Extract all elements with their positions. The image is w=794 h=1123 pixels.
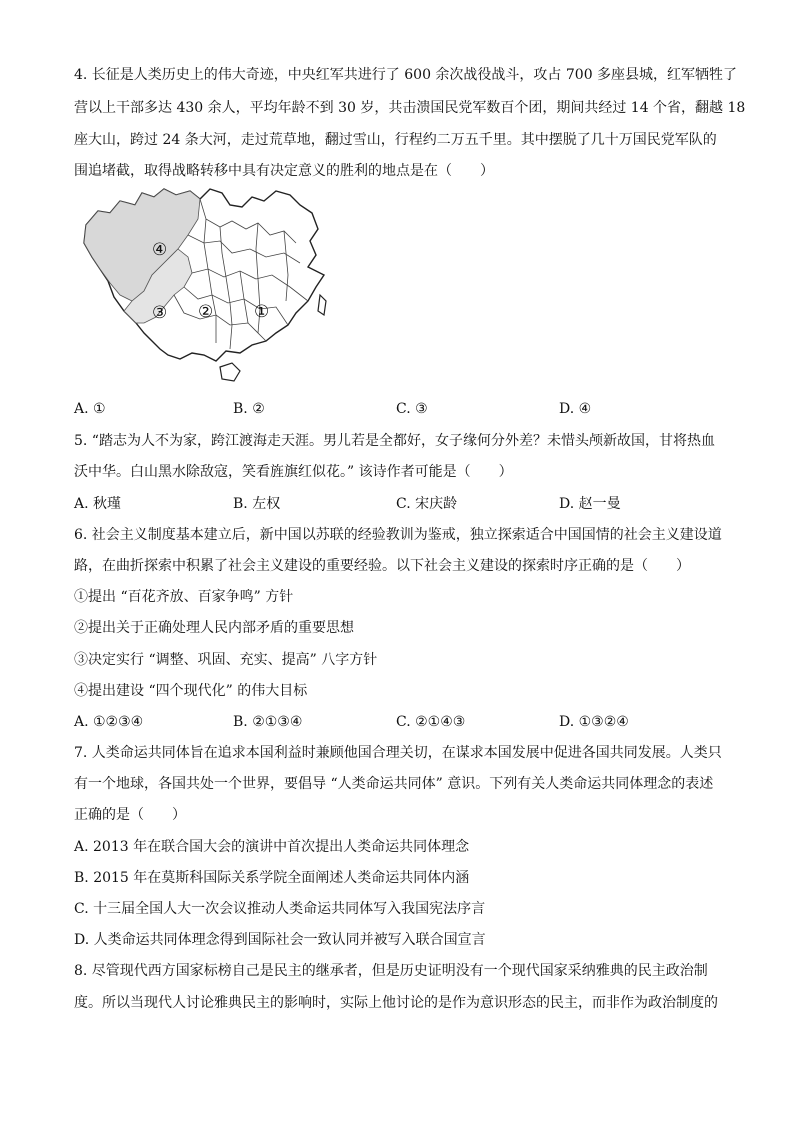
question-5-option-a[interactable]: A. 秋瑾 (74, 496, 122, 512)
question-7-option-c[interactable]: C. 十三届全国人大一次会议推动人类命运共同体写入我国宪法序言 (74, 901, 486, 917)
question-7-line-2: 有一个地球，各国共处一个世界，要倡导 “人类命运共同体” 意识。下列有关人类命运共同体理念的表述 (74, 776, 714, 792)
china-map-figure (80, 183, 330, 388)
map-label-1: ① (254, 302, 270, 322)
question-6-statement-2: ②提出关于正确处理人民内部矛盾的重要思想 (74, 620, 354, 636)
question-6-option-c[interactable]: C. ②①④③ (396, 714, 466, 730)
question-7-line-3: 正确的是（ ） (74, 807, 186, 823)
question-7-option-d[interactable]: D. 人类命运共同体理念得到国际社会一致认同并被写入联合国宣言 (74, 932, 486, 948)
question-6-statement-4: ④提出建设 “四个现代化” 的伟大目标 (74, 683, 308, 699)
map-label-4: ④ (152, 240, 168, 260)
question-6-statement-3: ③决定实行 “调整、巩固、充实、提高” 八字方针 (74, 652, 378, 668)
question-8-line-2: 度。所以当现代人讨论雅典民主的影响时，实际上他讨论的是作为意识形态的民主，而非作为政治制度的 (74, 995, 718, 1011)
question-4-line-3: 座大山，跨过 24 条大河，走过荒草地，翻过雪山，行程约二万五千里。其中摆脱了几十万国民党军队的 (74, 132, 717, 148)
question-4-line-4: 围追堵截，取得战略转移中具有决定意义的胜利的地点是在（ ） (74, 163, 494, 179)
map-label-3: ③ (152, 303, 168, 323)
question-6-line-1: 6. 社会主义制度基本建立后，新中国以苏联的经验教训为鉴戒，独立探索适合中国国情的社会主义建设道 (74, 527, 722, 543)
question-4-option-b[interactable]: B. ② (233, 401, 265, 417)
question-6-option-b[interactable]: B. ②①③④ (233, 714, 303, 730)
question-7-option-b[interactable]: B. 2015 年在莫斯科国际关系学院全面阐述人类命运共同体内涵 (74, 870, 470, 886)
question-4-option-c[interactable]: C. ③ (396, 401, 428, 417)
question-5-option-d[interactable]: D. 赵一曼 (559, 496, 621, 512)
question-6-statement-1: ①提出 “百花齐放、百家争鸣” 方针 (74, 589, 294, 605)
question-5-option-c[interactable]: C. 宋庆龄 (396, 496, 458, 512)
question-4-option-a[interactable]: A. ① (74, 401, 106, 417)
question-4-line-1: 4. 长征是人类历史上的伟大奇迹，中央红军共进行了 600 余次战役战斗，攻占 700 多座县城，红军牺牲了 (74, 67, 738, 83)
question-7-option-a[interactable]: A. 2013 年在联合国大会的演讲中首次提出人类命运共同体理念 (74, 839, 470, 855)
question-6-option-a[interactable]: A. ①②③④ (74, 714, 144, 730)
question-6-option-d[interactable]: D. ①③②④ (559, 714, 629, 730)
question-5-option-b[interactable]: B. 左权 (233, 496, 281, 512)
map-taiwan-island (318, 295, 326, 315)
question-4-line-2: 营以上干部多达 430 余人，平均年龄不到 30 岁，共击溃国民党军数百个团，期间共经过 14 个省，翻越 18 (74, 100, 746, 116)
question-5-line-1: 5. “踏志为人不为家，跨江渡海走天涯。男儿若是全都好，女子缘何分外差？未惜头颅新故国，甘将热血 (74, 433, 715, 449)
question-4-option-d[interactable]: D. ④ (559, 401, 592, 417)
question-7-line-1: 7. 人类命运共同体旨在追求本国利益时兼顾他国合理关切，在谋求本国发展中促进各国共同发展。人类只 (74, 745, 722, 761)
question-5-line-2: 沃中华。白山黑水除敌寇，笑看旌旗红似花。” 该诗作者可能是（ ） (74, 464, 513, 480)
map-label-2: ② (198, 302, 214, 322)
question-8-line-1: 8. 尽管现代西方国家标榜自己是民主的继承者，但是历史证明没有一个现代国家采纳雅典的民主政治制 (74, 963, 708, 979)
question-6-line-2: 路，在曲折探索中积累了社会主义建设的重要经验。以下社会主义建设的探索时序正确的是（ ） (74, 558, 690, 574)
map-hainan-island (220, 363, 240, 381)
